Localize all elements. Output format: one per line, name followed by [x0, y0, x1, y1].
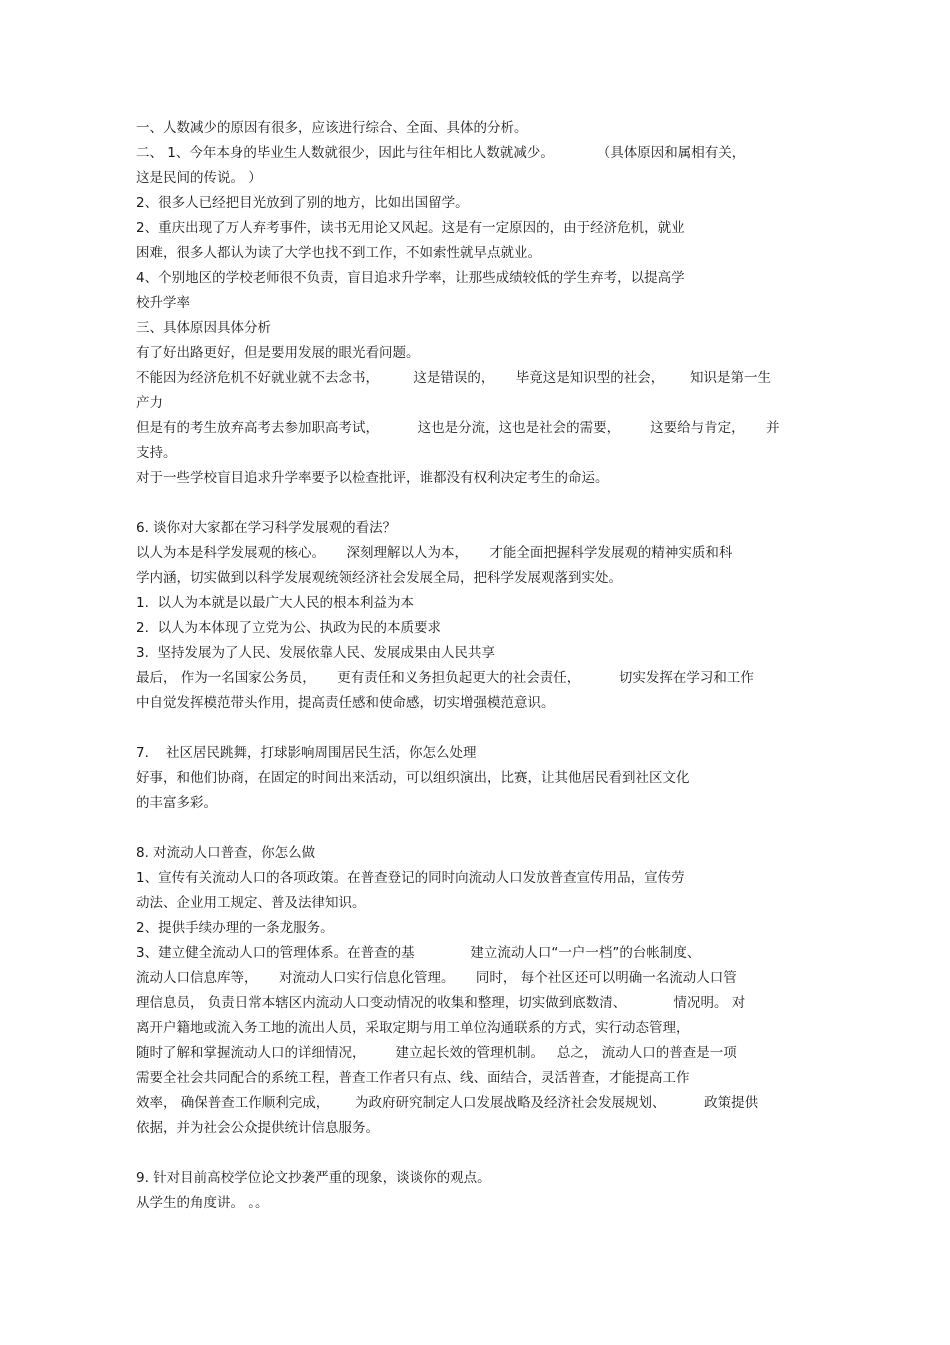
text-line: 随时了解和掌握流动人口的详细情况， 建立起长效的管理机制。 总之， 流动人口的普查是一项 [136, 1045, 737, 1061]
question-heading: 6. 谈你对大家都在学习科学发展观的看法？ [136, 520, 397, 536]
text-line: 2、重庆出现了万人弃考事件，读书无用论又风起。这是有一定原因的，由于经济危机，就业 [136, 220, 685, 236]
text-line: 校升学率 [136, 295, 190, 311]
text-line: 这是民间的传说。 ） [136, 170, 262, 186]
text-line: 2. 以人为本体现了立党为公、执政为民的本质要求 [136, 620, 441, 636]
text-line: 中自觉发挥模范带头作用，提高责任感和使命感，切实增强模范意识。 [136, 695, 555, 711]
text-line: 二、 1、今年本身的毕业生人数就很少，因此与往年相比人数就减少。 （具体原因和属相有关， [136, 145, 746, 161]
question-heading: 7. 社区居民跳舞，打球影响周围居民生活，你怎么处理 [136, 745, 477, 761]
text-line: 效率， 确保普查工作顺利完成， 为政府研究制定人口发展战略及经济社会发展规划、 政策提供 [136, 1095, 759, 1111]
text-line: 最后， 作为一名国家公务员， 更有责任和义务担负起更大的社会责任， 切实发挥在学习和工作 [136, 670, 754, 686]
text-line: 2、提供手续办理的一条龙服务。 [136, 920, 334, 936]
text-line: 4、个别地区的学校老师很不负责，盲目追求升学率，让那些成绩较低的学生弃考，以提高学 [136, 270, 685, 286]
text-line: 产力 [136, 395, 163, 411]
text-line: 好事，和他们协商，在固定的时间出来活动，可以组织演出，比赛，让其他居民看到社区文化 [136, 770, 690, 786]
text-line: 不能因为经济危机不好就业就不去念书， 这是错误的， 毕竟这是知识型的社会， 知识是第一生 [136, 370, 772, 386]
text-line: 动法、企业用工规定、普及法律知识。 [136, 895, 366, 911]
text-line: 依据，并为社会公众提供统计信息服务。 [136, 1120, 379, 1136]
question-heading: 9. 针对目前高校学位论文抄袭严重的现象，谈谈你的观点。 [136, 1170, 491, 1186]
text-line: 理信息员， 负责日常本辖区内流动人口变动情况的收集和整理，切实做到底数清、 情况明。 对 [136, 995, 746, 1011]
text-line: 以人为本是科学发展观的核心。 深刻理解以人为本， 才能全面把握科学发展观的精神实质和科 [136, 545, 733, 561]
text-line: 3. 坚持发展为了人民、发展依靠人民、发展成果由人民共享 [136, 645, 495, 661]
text-line: 困难，很多人都认为读了大学也找不到工作，不如索性就早点就业。 [136, 245, 541, 261]
text-line: 1、宣传有关流动人口的各项政策。在普查登记的同时向流动人口发放普查宣传用品，宣传劳 [136, 870, 685, 886]
text-line: 流动人口信息库等， 对流动人口实行信息化管理。 同时， 每个社区还可以明确一名流动人口管 [136, 970, 737, 986]
text-line: 对于一些学校盲目追求升学率要予以检查批评，谁都没有权利决定考生的命运。 [136, 470, 609, 486]
text-line: 一、人数减少的原因有很多，应该进行综合、全面、具体的分析。 [136, 120, 528, 136]
text-line: 2、很多人已经把目光放到了别的地方，比如出国留学。 [136, 195, 469, 211]
text-line: 学内涵，切实做到以科学发展观统领经济社会发展全局，把科学发展观落到实处。 [136, 570, 622, 586]
text-line: 的丰富多彩。 [136, 795, 217, 811]
text-line: 但是有的考生放弃高考去参加职高考试， 这也是分流，这也是社会的需要， 这要给与肯定， 并 [136, 420, 780, 436]
text-line: 支持。 [136, 445, 177, 461]
question-heading: 8. 对流动人口普查，你怎么做 [136, 845, 316, 861]
text-line: 1. 以人为本就是以最广大人民的根本利益为本 [136, 595, 414, 611]
text-line: 3、建立健全流动人口的管理体系。在普查的基 建立流动人口“一户一档”的台帐制度、 [136, 945, 701, 961]
text-line: 离开户籍地或流入务工地的流出人员，采取定期与用工单位沟通联系的方式，实行动态管理， [136, 1020, 690, 1036]
text-line: 三、具体原因具体分析 [136, 320, 271, 336]
text-line: 从学生的角度讲。 。。 [136, 1195, 269, 1211]
text-line: 有了好出路更好，但是要用发展的眼光看问题。 [136, 345, 420, 361]
text-line: 需要全社会共同配合的系统工程，普查工作者只有点、线、面结合，灵活普查，才能提高工作 [136, 1070, 690, 1086]
